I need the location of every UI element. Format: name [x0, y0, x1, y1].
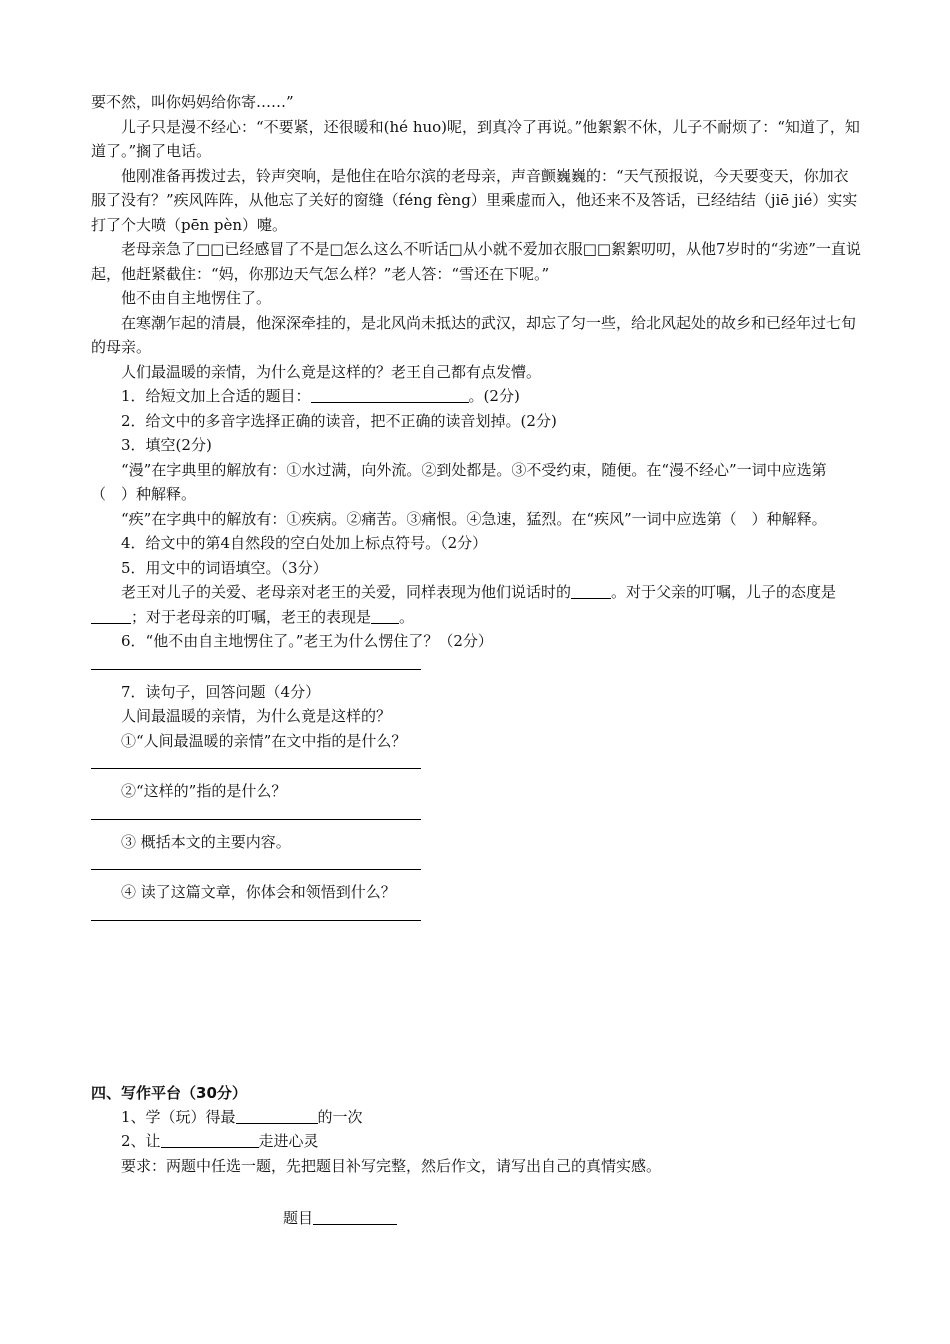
question-5-fill: 老王对儿子的关爱、老母亲对老王的关爱，同样表现为他们说话时的 。对于父亲的叮嘱，儿子的态度是；对于老母亲的叮嘱，老王的表现是 。 — [91, 580, 861, 629]
title-blank[interactable] — [311, 387, 469, 403]
question-3: 3．填空(2分) — [121, 436, 212, 454]
question-1: 1．给短文加上合适的题目： 。(2分) — [121, 387, 520, 405]
story-paragraph: 要不然，叫你妈妈给你寄……” — [91, 93, 294, 111]
question-7-sentence: 人间最温暖的亲情，为什么竟是这样的？ — [121, 707, 392, 725]
story-paragraph: 人们最温暖的亲情，为什么竟是这样的？老王自己都有点发懵。 — [121, 362, 542, 381]
section-heading: 四、写作平台（30分） — [91, 1083, 247, 1102]
essay-title-blank[interactable] — [313, 1209, 397, 1225]
question-3-ji: “疾”在字典中的解放有：①疾病。②痛苦。③痛恨。④急速，猛烈。在“疾风”一词中应选第（ ）种解释。 — [121, 509, 827, 528]
answer-blank[interactable] — [91, 608, 131, 624]
writing-topic-2: 2、让 走进心灵 — [121, 1132, 319, 1150]
question-3-man: “漫”在字典里的解放有：①水过满，向外流。②到处都是。③不受约束，随便。在“漫不经心”一词中应选第（ ）种解释。 — [91, 460, 827, 503]
story-paragraph: 儿子只是漫不经心：“不要紧，还很暖和(hé huo)呢，到真冷了再说。”他絮絮不休，儿子不耐烦了：“知道了，知道了。”搁了电话。 — [91, 117, 860, 160]
question-7-3: ③ 概括本文的主要内容。 — [121, 832, 291, 851]
topic-blank[interactable] — [236, 1108, 318, 1124]
writing-topic-1: 1、学（玩）得最 的一次 — [121, 1107, 363, 1126]
question-4: 4．给文中的第4自然段的空白处加上标点符号。（2分） — [121, 534, 488, 552]
topic-blank[interactable] — [161, 1132, 259, 1148]
story-paragraph: 在寒潮乍起的清晨，他深深牵挂的，是北风尚未抵达的武汉，却忘了匀一些，给北风起处的故乡和已经年过七旬的母亲。 — [91, 313, 857, 356]
question-7-1: ①“人间最温暖的亲情”在文中指的是什么？ — [121, 731, 407, 750]
story-paragraph: 他不由自主地愣住了。 — [121, 289, 272, 307]
question-2: 2．给文中的多音字选择正确的读音，把不正确的读音划掉。(2分) — [121, 411, 557, 430]
question-7-2: ②“这样的”指的是什么？ — [121, 782, 287, 800]
question-7-4: ④ 读了这篇文章，你体会和领悟到什么？ — [121, 883, 396, 901]
answer-blank[interactable] — [571, 583, 611, 599]
writing-requirement: 要求：两题中任选一题，先把题目补写完整，然后作文，请写出自己的真情实感。 — [121, 1156, 662, 1175]
story-paragraph: 老母亲急了□□已经感冒了不是□怎么这么不听话□从小就不爱加衣服□□絮絮叨叨，从他7岁时的“劣迹”一直说起，他赶紧截住：“妈，你那边天气怎么样？”老人答：“雪还在下呢。” — [91, 240, 861, 283]
question-6: 6．“他不由自主地愣住了。”老王为什么愣住了？（2分） — [121, 632, 493, 650]
story-paragraph: 他刚准备再拨过去，铃声突响，是他住在哈尔滨的老母亲，声音颤巍巍的：“天气预报说，今天要变天，你加衣服了没有？”疾风阵阵，从他忘了关好的窗缝（féng fèng）里乘虚而入，他还来不及答话，已经结结（jiē jié）实实打了个大喷（pēn pèn）嚏。 — [91, 166, 858, 234]
question-7: 7．读句子，回答问题（4分） — [121, 682, 321, 701]
answer-blank[interactable] — [371, 608, 399, 624]
essay-title-line: 题目 — [91, 1206, 861, 1231]
exam-page — [91, 90, 861, 1231]
question-5: 5．用文中的词语填空。（3分） — [121, 558, 328, 577]
